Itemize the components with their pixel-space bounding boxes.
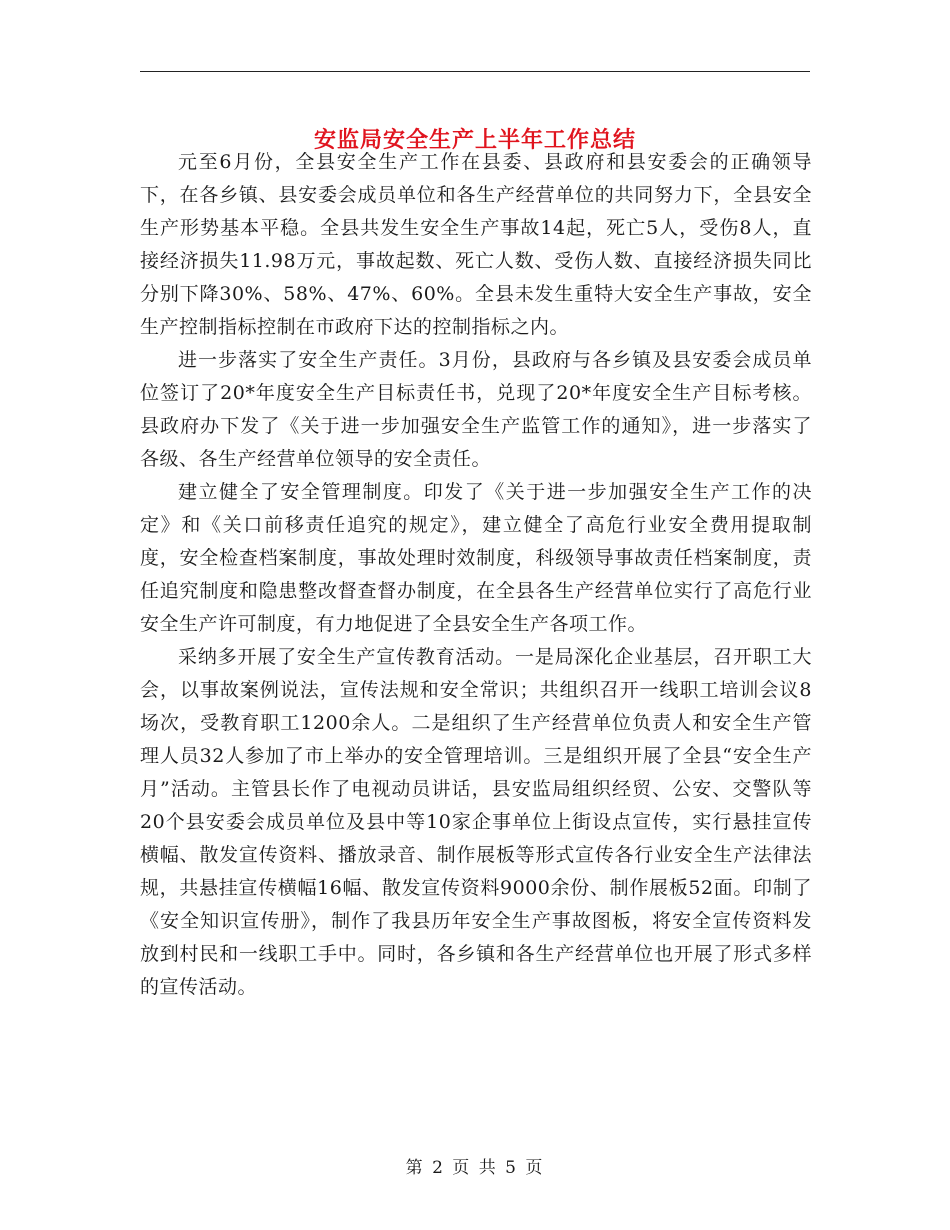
header-rule <box>140 71 810 72</box>
document-title: 安监局安全生产上半年工作总结 <box>313 126 636 153</box>
paragraph-summary: 元至6月份，全县安全生产工作在县委、县政府和县安委会的正确领导下，在各乡镇、县安委会成员单位和各生产经营单位的共同努力下，全县安全生产形势基本平稳。全县共发生安全生产事故14起，死亡5人，受伤8人，直接经济损失11.98万元，事故起数、死亡人数、受伤人数、直接经济损失同比分别下降30%、58%、47%、60%。全县未发生重特大安全生产事故，安全生产控制指标控制在市政府下达的控制指标之内。 <box>140 151 812 338</box>
paragraph-publicity-education: 采纳多开展了安全生产宣传教育活动。一是局深化企业基层，召开职工大会，以事故案例说法，宣传法规和安全常识；共组织召开一线职工培训会议8场次，受教育职工1200余人。二是组织了生产经营单位负责人和安全生产管理人员32人参加了市上举办的安全管理培训。三是组织开展了全县“安全生产月”活动。主管县长作了电视动员讲话，县安监局组织经贸、公安、交警队等20个县安委会成员单位及县中等10家企事单位上街设点宣传，实行悬挂宣传横幅、散发宣传资料、播放录音、制作展板等形式宣传各行业安全生产法律法规，共悬挂宣传横幅16幅、散发宣传资料9000余份、制作展板52面。印制了《安全知识宣传册》，制作了我县历年安全生产事故图板，将安全宣传资料发放到村民和一线职工手中。同时，各乡镇和各生产经营单位也开展了形式多样的宣传活动。 <box>140 646 812 998</box>
document-body <box>140 146 812 1004</box>
page-number: 第 2 页 共 5 页 <box>405 1158 545 1178</box>
paragraph-management-system: 建立健全了安全管理制度。印发了《关于进一步加强安全生产工作的决定》和《关口前移责任追究的规定》，建立健全了高危行业安全费用提取制度，安全检查档案制度，事故处理时效制度，科级领导事故责任档案制度，责任追究制度和隐患整改督查督办制度，在全县各生产经营单位实行了高危行业安全生产许可制度，有力地促进了全县安全生产各项工作。 <box>140 481 812 635</box>
paragraph-responsibility: 进一步落实了安全生产责任。3月份，县政府与各乡镇及县安委会成员单位签订了20*年度安全生产目标责任书，兑现了20*年度安全生产目标考核。县政府办下发了《关于进一步加强安全生产监管工作的通知》，进一步落实了各级、各生产经营单位领导的安全责任。 <box>140 349 812 470</box>
